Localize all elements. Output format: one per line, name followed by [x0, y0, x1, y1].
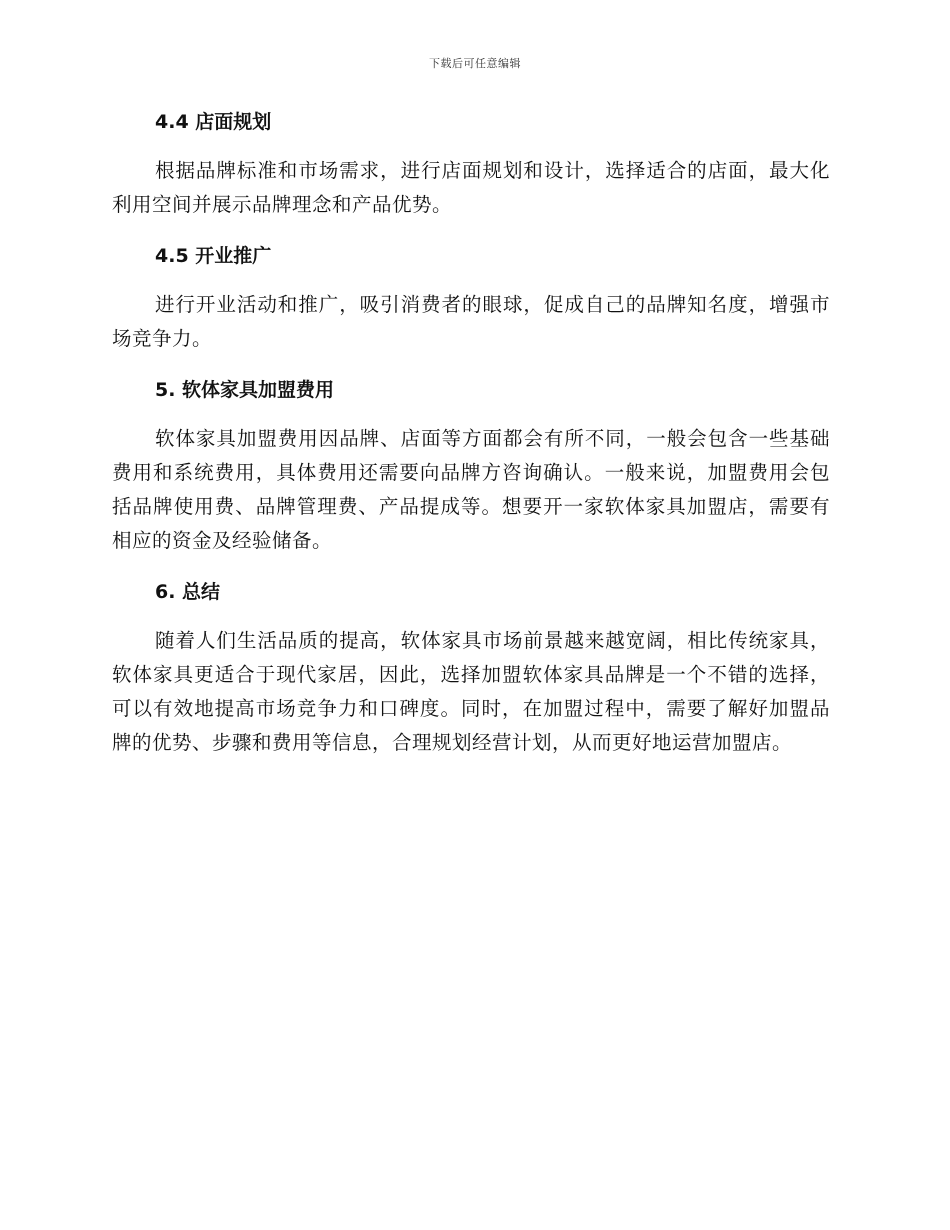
section-paragraph: 根据品牌标准和市场需求，进行店面规划和设计，选择适合的店面，最大化利用空间并展示品牌理念和产品优势。 — [112, 159, 830, 216]
section-paragraph: 随着人们生活品质的提高，软体家具市场前景越来越宽阔，相比传统家具，软体家具更适合于现代家居，因此，选择加盟软体家具品牌是一个不错的选择，可以有效地提高市场竞争力和口碑度。同时，在加盟过程中，需要了解好加盟品牌的优势、步骤和费用等信息，合理规划经营计划，从而更好地运营加盟店。 — [112, 629, 830, 754]
section-franchise-fees — [112, 376, 830, 558]
section-heading: 4.4 店面规划 — [155, 111, 272, 133]
section-heading: 4.5 开业推广 — [155, 245, 272, 267]
section-heading: 6. 总结 — [155, 581, 221, 603]
section-heading: 5. 软体家具加盟费用 — [155, 379, 335, 401]
section-paragraph: 进行开业活动和推广，吸引消费者的眼球，促成自己的品牌知名度，增强市场竞争力。 — [112, 293, 830, 350]
document-body — [112, 108, 830, 780]
section-opening-promotion — [112, 242, 830, 356]
section-summary — [112, 578, 830, 760]
page-header-note: 下载后可任意编辑 — [429, 57, 521, 70]
section-store-planning — [112, 108, 830, 222]
section-paragraph: 软体家具加盟费用因品牌、店面等方面都会有所不同，一般会包含一些基础费用和系统费用，具体费用还需要向品牌方咨询确认。一般来说，加盟费用会包括品牌使用费、品牌管理费、产品提成等。想要开一家软体家具加盟店，需要有相应的资金及经验储备。 — [112, 427, 830, 552]
